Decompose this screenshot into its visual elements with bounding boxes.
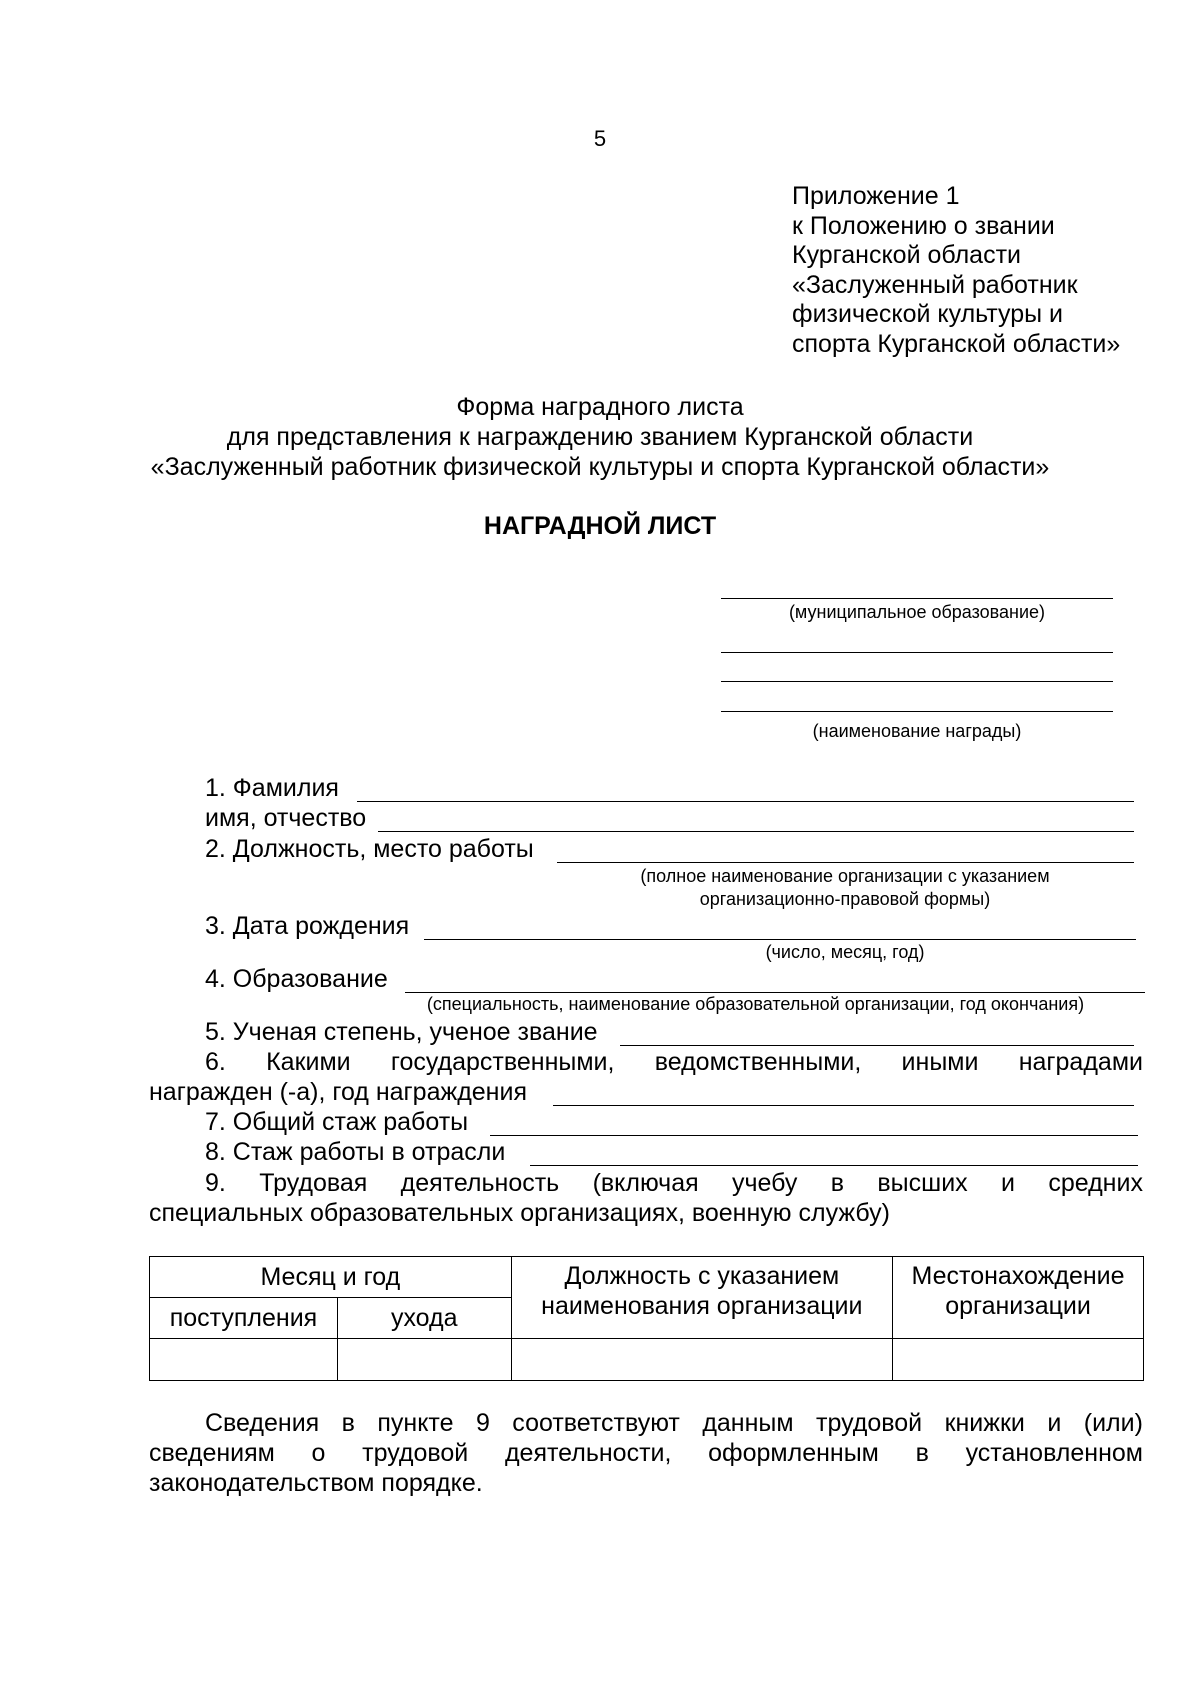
note-word: данным	[702, 1409, 794, 1437]
note-word: оформленным	[708, 1439, 879, 1467]
appendix-line: Курганской области	[792, 241, 1022, 270]
field-work-word: учебу	[732, 1169, 798, 1197]
note-word: трудовой	[362, 1439, 469, 1467]
education-line[interactable]	[405, 992, 1145, 993]
field-work-history-line-1	[205, 1169, 1143, 1198]
award-name-line-1[interactable]	[721, 652, 1113, 653]
note-word: трудовой	[816, 1409, 923, 1437]
award-name-caption: (наименование награды)	[812, 721, 1022, 741]
note-word: о	[311, 1439, 326, 1467]
appendix-line: Приложение 1	[792, 182, 960, 210]
appendix-block	[792, 182, 1120, 360]
note-word: деятельности,	[504, 1439, 672, 1467]
field-awards-word: ведомственными,	[654, 1048, 862, 1076]
col-position-header-line: Должность с указанием	[564, 1262, 840, 1290]
appendix-line: «Заслуженный работник	[792, 270, 1078, 299]
field-work-word: высших	[877, 1169, 968, 1197]
note-word: соответствуют	[512, 1409, 680, 1437]
field-name-label: имя, отчество	[205, 804, 367, 832]
name-patronymic-line[interactable]	[378, 831, 1134, 832]
appendix-line: физической культуры и	[792, 300, 1063, 329]
award-sheet-heading: НАГРАДНОЙ ЛИСТ	[483, 512, 717, 540]
col-location-header-line: организации	[945, 1292, 1091, 1320]
degree-line[interactable]	[620, 1045, 1134, 1046]
field-surname-label: 1. Фамилия	[205, 774, 339, 802]
appendix-line: спорта Курганской области»	[792, 329, 1121, 358]
total-experience-line[interactable]	[490, 1135, 1138, 1136]
form-title-line: Форма наградного листа	[456, 393, 744, 421]
note-word: книжки	[944, 1409, 1025, 1437]
table-cell-location[interactable]	[893, 1339, 1144, 1381]
org-caption-1: (полное наименование организации с указанием	[640, 866, 1050, 886]
field-awards-word: наградами	[1018, 1048, 1143, 1076]
col-position-header	[511, 1257, 892, 1339]
industry-experience-line[interactable]	[530, 1165, 1138, 1166]
birthdate-caption: (число, месяц, год)	[765, 942, 925, 962]
field-work-word: и	[1001, 1169, 1015, 1197]
note-word: в	[915, 1439, 929, 1467]
note-word: пункте	[377, 1409, 454, 1437]
col-location-header-line: Местонахождение	[911, 1262, 1125, 1290]
table-cell-position[interactable]	[511, 1339, 892, 1381]
form-title-line: для представления к награждению званием Курганской области	[226, 423, 974, 451]
field-work-word: в	[830, 1169, 845, 1197]
field-work-word: деятельность	[400, 1169, 560, 1197]
note-word: Сведения	[205, 1409, 320, 1437]
note-word: в	[341, 1409, 355, 1437]
field-work-word: Трудовая	[259, 1169, 368, 1197]
page-number: 5	[593, 126, 607, 151]
field-birthdate-label: 3. Дата рождения	[205, 912, 410, 940]
award-name-line-2[interactable]	[721, 681, 1113, 682]
award-name-line-3[interactable]	[721, 711, 1113, 712]
col-start-header: поступления	[150, 1298, 338, 1339]
field-awards-label-2: награжден (-а), год награждения	[149, 1078, 527, 1106]
municipality-caption: (муниципальное образование)	[788, 602, 1046, 622]
field-work-word: средних	[1048, 1169, 1143, 1197]
surname-line[interactable]	[357, 801, 1134, 802]
field-work-word: 9.	[205, 1169, 226, 1197]
col-position-header-line: наименования организации	[541, 1292, 863, 1320]
note-word: (или)	[1083, 1409, 1143, 1437]
field-industry-experience-label: 8. Стаж работы в отрасли	[205, 1138, 506, 1166]
position-line[interactable]	[557, 862, 1134, 863]
awards-line[interactable]	[553, 1105, 1134, 1106]
table-cell-end[interactable]	[337, 1339, 511, 1381]
col-location-header	[893, 1257, 1144, 1339]
field-awards-word: государственными,	[390, 1048, 615, 1076]
note-word: установленном	[965, 1439, 1143, 1467]
form-title-line: «Заслуженный работник физической культуры и спорта Курганской области»	[150, 453, 1050, 481]
note-word: и	[1047, 1409, 1062, 1437]
col-end-header: ухода	[337, 1298, 511, 1339]
note-line-1	[205, 1409, 1143, 1438]
note-line-3: законодательством порядке.	[149, 1469, 483, 1497]
field-work-word: (включая	[592, 1169, 699, 1197]
field-position-label: 2. Должность, место работы	[205, 835, 534, 863]
note-word: 9	[475, 1409, 490, 1437]
education-caption: (специальность, наименование образовательной организации, год окончания)	[426, 994, 1085, 1014]
table-row	[150, 1339, 1144, 1381]
field-total-experience-label: 7. Общий стаж работы	[205, 1108, 469, 1136]
field-awards-line-1	[205, 1048, 1143, 1077]
field-awards-word: 6.	[205, 1048, 226, 1076]
org-caption-2: организационно-правовой формы)	[699, 889, 991, 909]
birthdate-line[interactable]	[424, 939, 1136, 940]
table-cell-start[interactable]	[150, 1339, 338, 1381]
note-word: сведениям	[149, 1439, 275, 1467]
work-history-table	[149, 1256, 1144, 1381]
field-awards-word: иными	[901, 1048, 979, 1076]
note-line-2	[149, 1439, 1143, 1468]
field-awards-word: Какими	[266, 1048, 351, 1076]
field-work-history-line-2: специальных образовательных организациях, военную службу)	[149, 1199, 890, 1227]
col-month-year-header: Месяц и год	[150, 1257, 512, 1298]
appendix-line: к Положению о звании	[792, 211, 1055, 240]
municipality-line[interactable]	[721, 598, 1113, 599]
form-title	[0, 392, 1200, 482]
field-degree-label: 5. Ученая степень, ученое звание	[205, 1018, 598, 1046]
field-education-label: 4. Образование	[205, 965, 388, 993]
